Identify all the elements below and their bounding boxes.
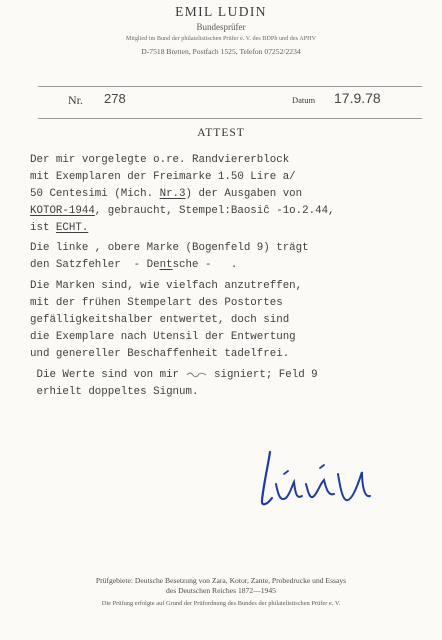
footer [0,576,442,609]
body-line [30,186,430,203]
examiner-role: Bundesprüfer [196,22,246,32]
footer-fields-line: Prüfgebiete: Deutsche Besetzung von Zara, Kotor, Zante, Probedrucke und Essays [95,576,347,585]
text-segment: Die Werte sind von mir [30,368,186,381]
text-segment: , gebraucht, Stempel:Baosiĉ -1o.2.44, [94,204,335,217]
reference-divider [38,118,422,119]
text-segment: ) der Ausgaben von [185,187,303,200]
header-divider [38,86,422,87]
nr-label: Nr. [68,93,83,107]
paragraph-description [30,152,430,236]
paragraph-signing [30,367,430,401]
membership-line: Mitglied im Bund der philatelistischen Prüfer e. V. des BDPh und des APHV [125,35,317,42]
attest-body [30,152,430,400]
examiner-name: EMIL LUDIN [175,4,267,19]
issue-name: KOTOR-1944 [30,204,95,217]
flaw-letters: nt [159,259,173,272]
body-line [30,220,430,237]
address-line: D-7518 Bretten, Postfach 1525, Telefon 07252/2234 [141,47,301,56]
body-line [30,203,430,220]
date-value: 17.9.78 [334,90,381,106]
document-title: ATTEST [197,127,245,139]
letterhead [0,4,442,56]
text-segment: sche - . [172,259,238,272]
handwritten-signature-icon [248,444,390,514]
body-line: Die Marken sind, wie vielfach anzutreffen, [30,280,303,293]
verdict: ECHT. [55,221,89,234]
reference-row [24,90,420,114]
body-line: mit Exemplaren der Freimarke 1.50 Lire a/ [30,170,296,183]
footer-fields-line-2: des Deutschen Reiches 1872—1945 [166,585,276,595]
text-segment: den Satzfehler - De [30,259,160,272]
catalog-number: Nr.3 [159,187,186,200]
body-line: Die linke , obere Marke (Bogenfeld 9) trägt [30,242,309,255]
paragraph-plate-flaw [30,240,430,274]
text-segment: signiert; Feld 9 [207,368,318,381]
body-line: die Exemplare nach Utensil der Entwertung [30,330,296,343]
text-segment: ist [30,221,56,234]
body-line: gefälligkeitshalber entwertet, doch sind [30,314,290,327]
text-segment: 50 Centesimi (Mich. [30,187,160,200]
signature-mark-icon [186,370,208,378]
body-line [30,257,430,274]
body-line: mit der frühen Stempelart des Postortes [30,297,283,310]
paragraph-cancellation [30,278,430,362]
footer-regulation-note: Die Prüfung erfolgte auf Grund der Prüfordnung des Bundes der philatelistischen Prüfer e. V. [101,600,341,607]
body-line [30,367,430,384]
body-line: erhielt doppeltes Signum. [30,385,199,398]
body-line: und genereller Beschaffenheit tadelfrei. [30,347,290,360]
nr-value: 278 [104,91,126,106]
date-label: Datum [292,95,316,105]
body-line: Der mir vorgelegte o.re. Randviererblock [30,154,290,166]
